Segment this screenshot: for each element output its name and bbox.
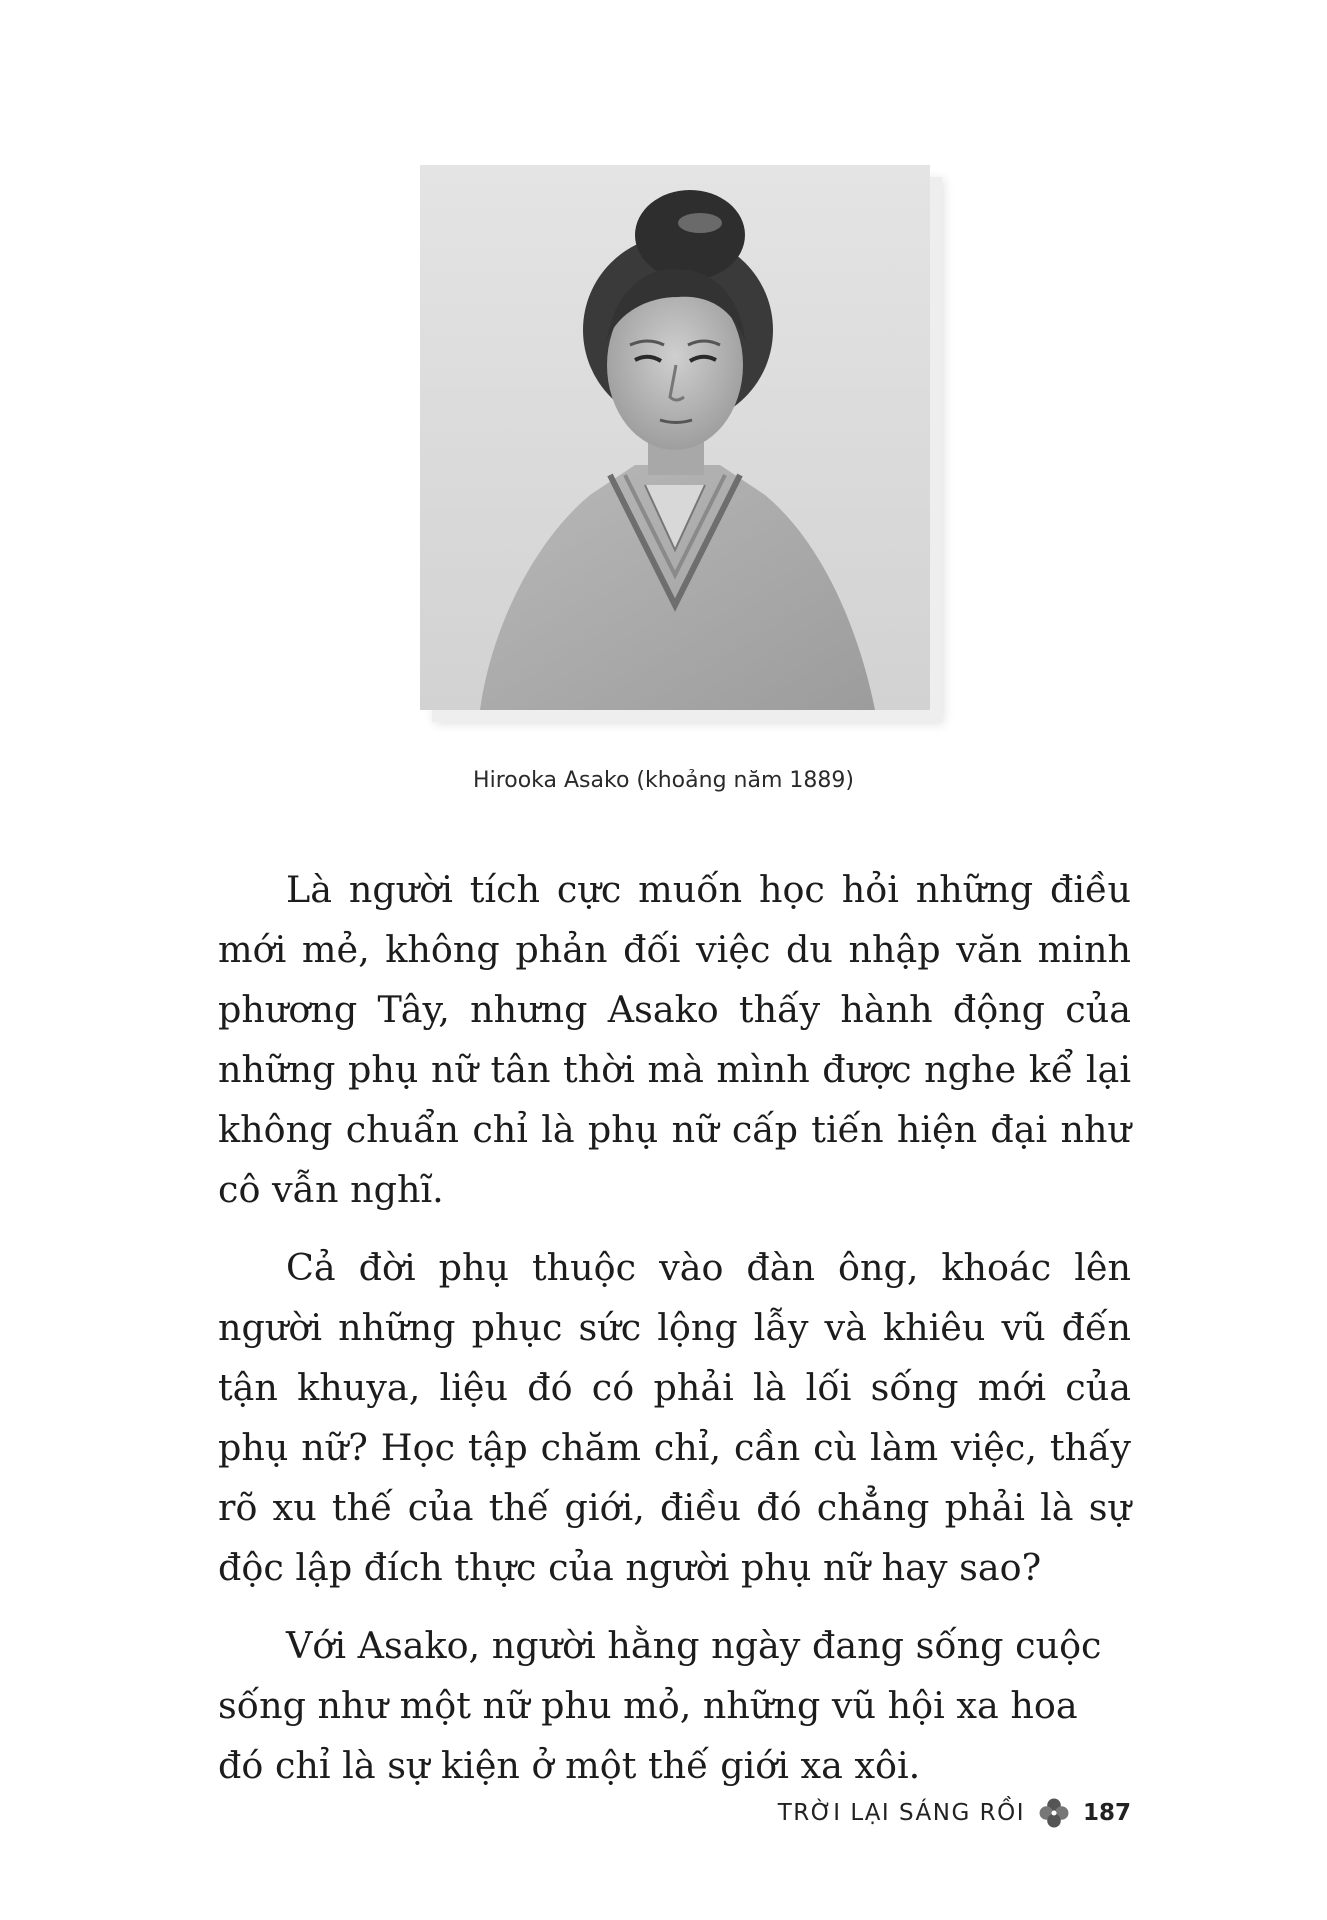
page-footer xyxy=(778,1796,1131,1830)
body-text xyxy=(218,860,1131,1814)
portrait-photo xyxy=(420,165,930,710)
clover-icon xyxy=(1037,1796,1071,1830)
page-number: 187 xyxy=(1082,1800,1131,1826)
figure-caption: Hirooka Asako (khoảng năm 1889) xyxy=(473,768,854,793)
paragraph: Với Asako, người hằng ngày đang sống cuộc sống như một nữ phu mỏ, những vũ hội xa hoa đó chỉ là sự kiện ở một thế giới xa xôi. xyxy=(218,1624,1102,1787)
paragraph: Cả đời phụ thuộc vào đàn ông, khoác lên người những phục sức lộng lẫy và khiêu vũ đến tận khuya, liệu đó có phải là lối sống mới của phụ nữ? Học tập chăm chỉ, cần cù làm việc, thấy rõ xu thế của thế giới, điều đó chẳng phải là sự độc lập đích thực của người phụ nữ hay sao? xyxy=(218,1246,1131,1589)
portrait-illustration xyxy=(420,165,930,710)
paragraph: Là người tích cực muốn học hỏi những điều mới mẻ, không phản đối việc du nhập văn minh phương Tây, nhưng Asako thấy hành động của những phụ nữ tân thời mà mình được nghe kể lại không chuẩn chỉ là phụ nữ cấp tiến hiện đại như cô vẫn nghĩ. xyxy=(218,868,1131,1211)
running-head: TRỜI LẠI SÁNG RỒI xyxy=(777,1800,1025,1826)
